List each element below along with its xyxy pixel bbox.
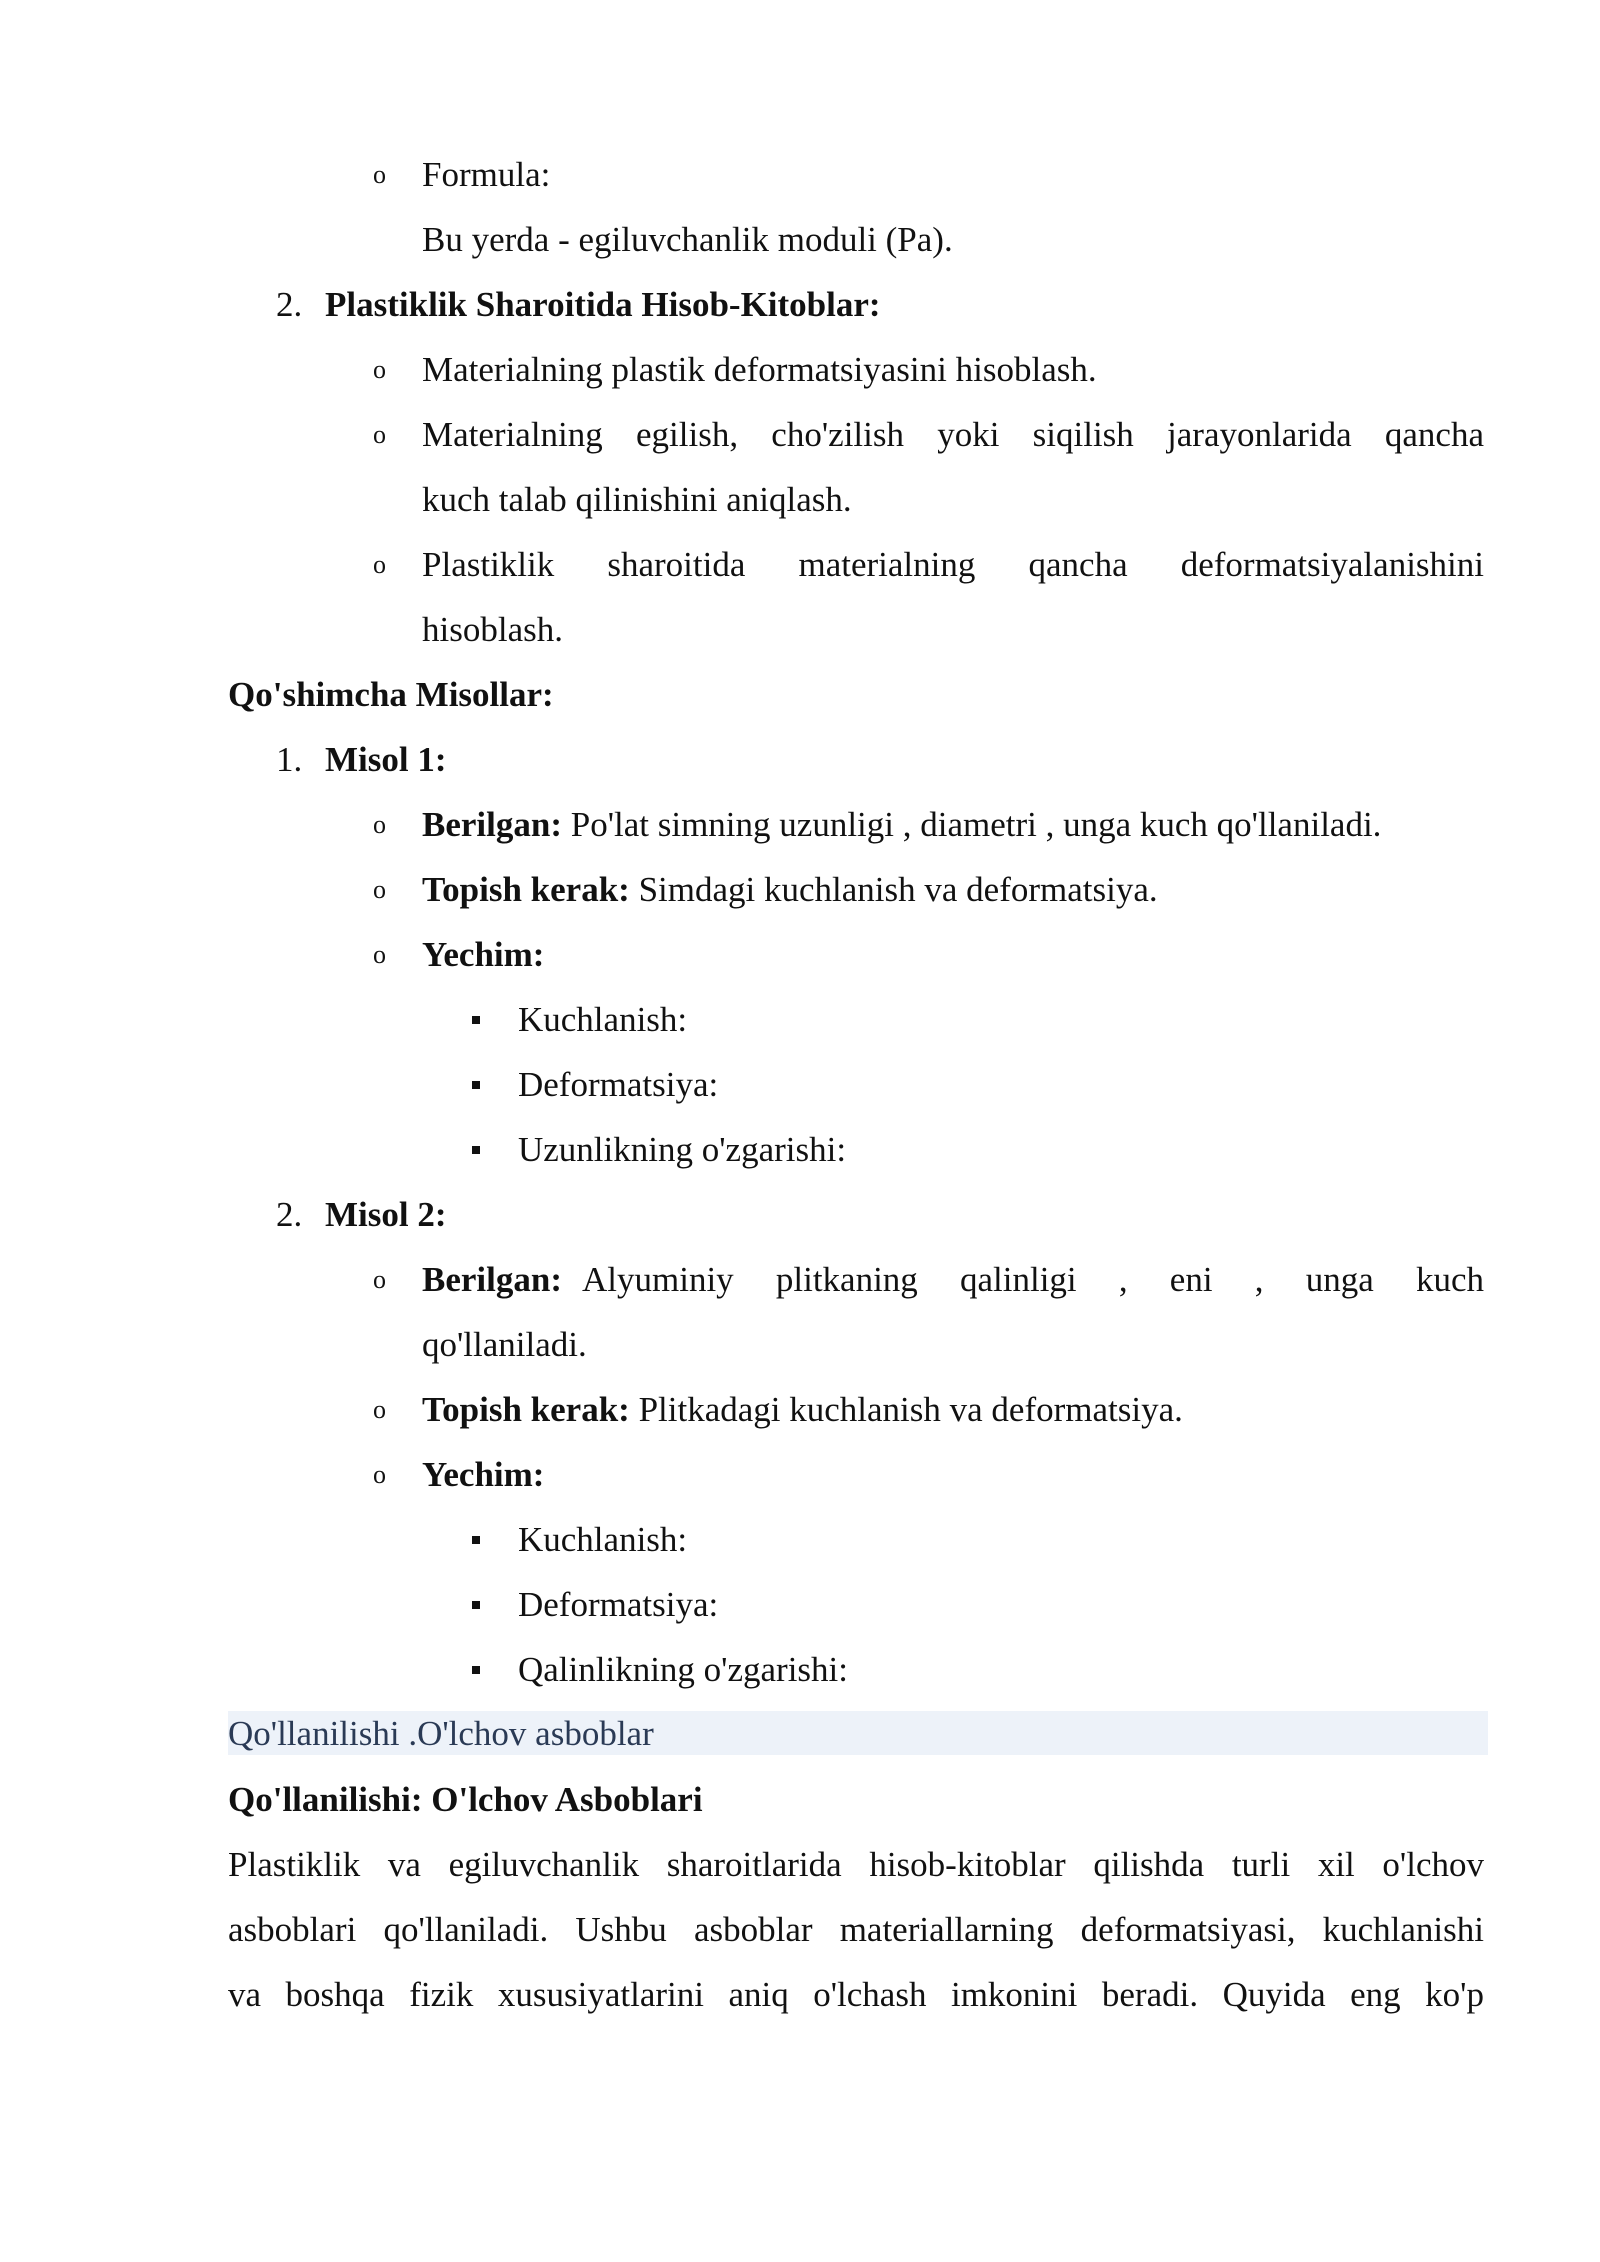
bullet-square bbox=[472, 1016, 480, 1024]
find-line bbox=[422, 870, 1158, 910]
given-text: Po'lat simning uzunligi , diametri , unga kuch qo'llaniladi. bbox=[570, 805, 1382, 844]
paragraph-line: va boshqa fizik xususiyatlarini aniq o'lchash imkonini beradi. Quyida eng ko'p bbox=[228, 1975, 1484, 2014]
paragraph-line: Plastiklik va egiluvchanlik sharoitlarida hisob-kitoblar qilishda turli xil o'lchov bbox=[228, 1845, 1484, 1884]
list-item-title: Plastiklik Sharoitida Hisob-Kitoblar: bbox=[325, 285, 881, 324]
list-number: 2. bbox=[276, 285, 303, 324]
given-text: Alyuminiy plitkaning qalinligi , eni , unga kuch bbox=[582, 1260, 1484, 1299]
example-title: Misol 2: bbox=[325, 1195, 447, 1234]
solution-label: Yechim: bbox=[422, 1455, 545, 1494]
bullet-square bbox=[472, 1666, 480, 1674]
bullet-circle: o bbox=[373, 1265, 386, 1294]
bullet-circle: o bbox=[373, 550, 386, 579]
bullet-circle: o bbox=[373, 1460, 386, 1489]
given-label-line bbox=[422, 1260, 562, 1300]
find-line bbox=[422, 1390, 1183, 1430]
bullet-circle: o bbox=[373, 420, 386, 449]
formula-note: Bu yerda - egiluvchanlik moduli (Pa). bbox=[422, 220, 953, 259]
solution-item: Kuchlanish: bbox=[518, 1000, 688, 1039]
formula-label: Formula: bbox=[422, 155, 551, 194]
solution-item: Qalinlikning o'zgarishi: bbox=[518, 1650, 849, 1689]
solution-label: Yechim: bbox=[422, 935, 545, 974]
list-item: Materialning plastik deformatsiyasini hisoblash. bbox=[422, 350, 1097, 389]
bullet-circle: o bbox=[373, 160, 386, 189]
given-label: Berilgan: bbox=[422, 1260, 562, 1299]
given-label: Berilgan: bbox=[422, 805, 562, 844]
list-item: Materialning egilish, cho'zilish yoki siqilish jarayonlarida qancha bbox=[422, 415, 1484, 454]
solution-item: Deformatsiya: bbox=[518, 1585, 719, 1624]
find-label: Topish kerak: bbox=[422, 870, 630, 909]
solution-item: Kuchlanish: bbox=[518, 1520, 688, 1559]
bullet-circle: o bbox=[373, 1395, 386, 1424]
find-text: Simdagi kuchlanish va deformatsiya. bbox=[638, 870, 1158, 909]
bullet-circle: o bbox=[373, 875, 386, 904]
bullet-circle: o bbox=[373, 940, 386, 969]
bullet-square bbox=[472, 1536, 480, 1544]
bullet-square bbox=[472, 1146, 480, 1154]
bullet-square bbox=[472, 1081, 480, 1089]
list-number: 1. bbox=[276, 740, 303, 779]
solution-item: Deformatsiya: bbox=[518, 1065, 719, 1104]
list-item-continuation: hisoblash. bbox=[422, 610, 563, 649]
find-label: Topish kerak: bbox=[422, 1390, 630, 1429]
bullet-circle: o bbox=[373, 810, 386, 839]
solution-item: Uzunlikning o'zgarishi: bbox=[518, 1130, 847, 1169]
find-text: Plitkadagi kuchlanish va deformatsiya. bbox=[638, 1390, 1183, 1429]
list-item: Plastiklik sharoitida materialning qancha deformatsiyalanishini bbox=[422, 545, 1484, 584]
highlighted-heading: Qo'llanilishi .O'lchov asboblar bbox=[228, 1714, 654, 1753]
paragraph-line: asboblari qo'llaniladi. Ushbu asboblar materiallarning deformatsiyasi, kuchlanishi bbox=[228, 1910, 1484, 1949]
section-heading: Qo'shimcha Misollar: bbox=[228, 675, 554, 714]
bullet-circle: o bbox=[373, 355, 386, 384]
section-heading: Qo'llanilishi: O'lchov Asboblari bbox=[228, 1780, 703, 1819]
list-number: 2. bbox=[276, 1195, 303, 1234]
list-item-continuation: kuch talab qilinishini aniqlash. bbox=[422, 480, 852, 519]
bullet-square bbox=[472, 1601, 480, 1609]
given-text-continuation: qo'llaniladi. bbox=[422, 1325, 587, 1364]
given-line bbox=[422, 805, 1381, 845]
example-title: Misol 1: bbox=[325, 740, 447, 779]
